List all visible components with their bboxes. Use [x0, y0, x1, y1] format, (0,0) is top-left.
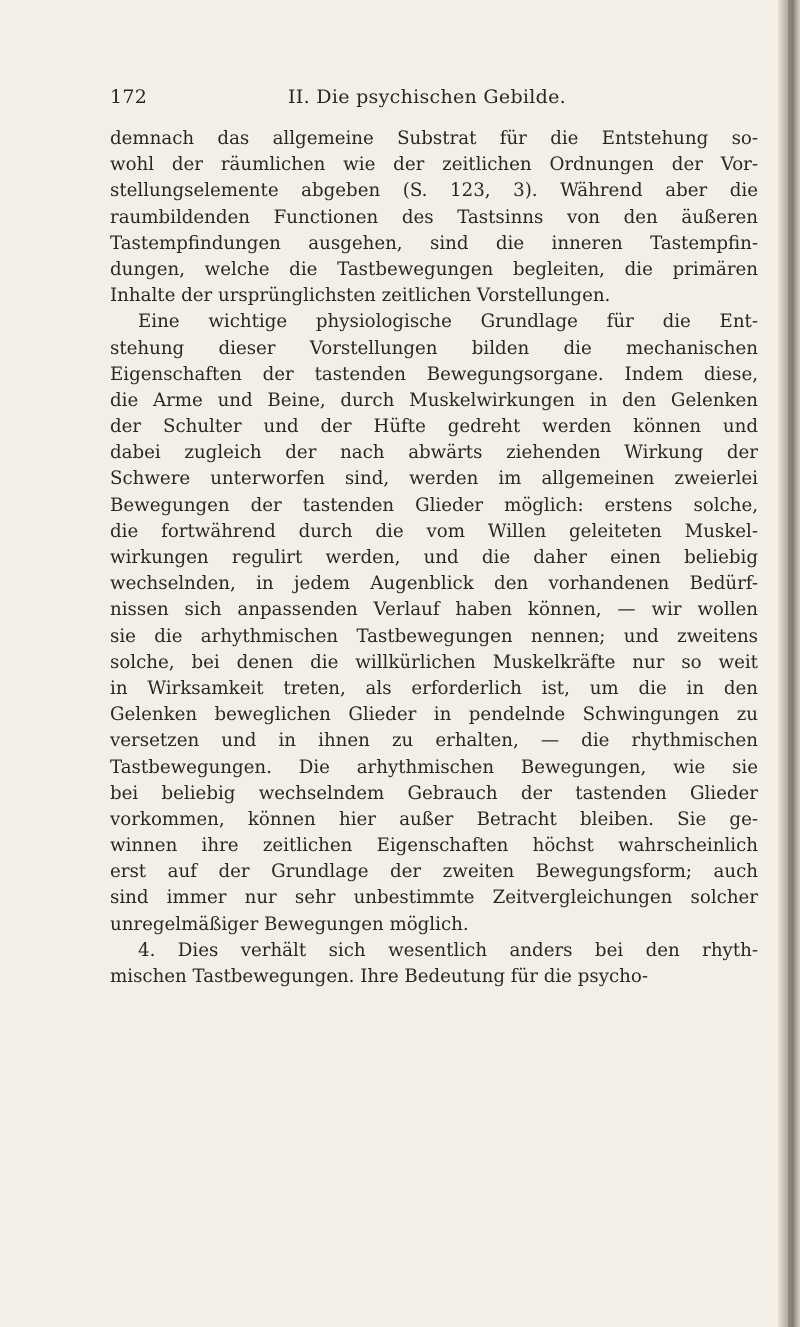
text-line: Eigenschaften der tastenden Bewegungsorgane. Indem diese, — [110, 363, 758, 385]
text-line: versetzen und in ihnen zu erhalten, — die rhythmischen — [110, 730, 758, 752]
text-line: mischen Tastbewegungen. Ihre Bedeutung für die psycho- — [110, 966, 648, 987]
text-line: Eine wichtige physiologische Grundlage für die Ent- — [138, 311, 758, 333]
text-line: wirkungen regulirt werden, und die daher einen beliebig — [110, 547, 758, 568]
page-edge-shadow — [788, 0, 794, 1327]
text-line: 4. Dies verhält sich wesentlich anders bei den rhyth- — [138, 939, 758, 961]
text-line: dungen, welche die Tastbewegungen begleiten, die primären — [110, 258, 758, 280]
text-line: Inhalte der ursprünglichsten zeitlichen Vorstellungen. — [110, 285, 611, 307]
text-line: winnen ihre zeitlichen Eigenschaften höchst wahrscheinlich — [110, 835, 758, 857]
text-line: die fortwährend durch die vom Willen geleiteten Muskel- — [110, 520, 758, 542]
text-line: wohl der räumlichen wie der zeitlichen Ordnungen der Vor- — [110, 154, 758, 176]
text-line: nissen sich anpassenden Verlauf haben können, — wir wollen — [110, 599, 758, 621]
running-head: II. Die psychischen Gebilde. — [288, 86, 567, 108]
text-line: unregelmäßiger Bewegungen möglich. — [110, 913, 469, 935]
text-line: Tastbewegungen. Die arhythmischen Bewegungen, wie sie — [110, 756, 758, 778]
text-line: raumbildenden Functionen des Tastsinns von den äußeren — [110, 206, 758, 228]
text-line: demnach das allgemeine Substrat für die Entstehung so- — [110, 128, 758, 149]
text-line: dabei zugleich der nach abwärts ziehenden Wirkung der — [110, 442, 758, 464]
text-line: die Arme und Beine, durch Muskelwirkungen in den Gelenken — [110, 389, 758, 411]
page-header — [110, 86, 750, 110]
text-line: stehung dieser Vorstellungen bilden die mechanischen — [110, 337, 758, 359]
text-line: stellungselemente abgeben (S. 123, 3). Während aber die — [110, 180, 758, 202]
text-line: Schwere unterworfen sind, werden im allgemeinen zweierlei — [110, 468, 758, 490]
text-line: sind immer nur sehr unbestimmte Zeitvergleichungen solcher — [110, 887, 758, 909]
page-number: 172 — [110, 86, 148, 108]
text-line: solche, bei denen die willkürlichen Muskelkräfte nur so weit — [110, 651, 758, 673]
text-line: sie die arhythmischen Tastbewegungen nennen; und zweitens — [110, 625, 758, 647]
text-line: Tastempfindungen ausgehen, sind die inneren Tastempfin- — [110, 232, 758, 254]
text-line: der Schulter und der Hüfte gedreht werden können und — [110, 416, 758, 438]
text-line: erst auf der Grundlage der zweiten Bewegungsform; auch — [110, 861, 758, 883]
text-line: in Wirksamkeit treten, als erforderlich ist, um die in den — [110, 677, 758, 699]
text-line: Bewegungen der tastenden Glieder möglich: erstens solche, — [110, 494, 758, 516]
body-text — [110, 126, 758, 990]
text-line: Gelenken beweglichen Glieder in pendelnde Schwingungen zu — [110, 704, 758, 726]
text-line: bei beliebig wechselndem Gebrauch der tastenden Glieder — [110, 782, 758, 804]
text-line: vorkommen, können hier außer Betracht bleiben. Sie ge- — [110, 808, 758, 830]
text-line: wechselnden, in jedem Augenblick den vorhandenen Bedürf- — [110, 573, 758, 595]
